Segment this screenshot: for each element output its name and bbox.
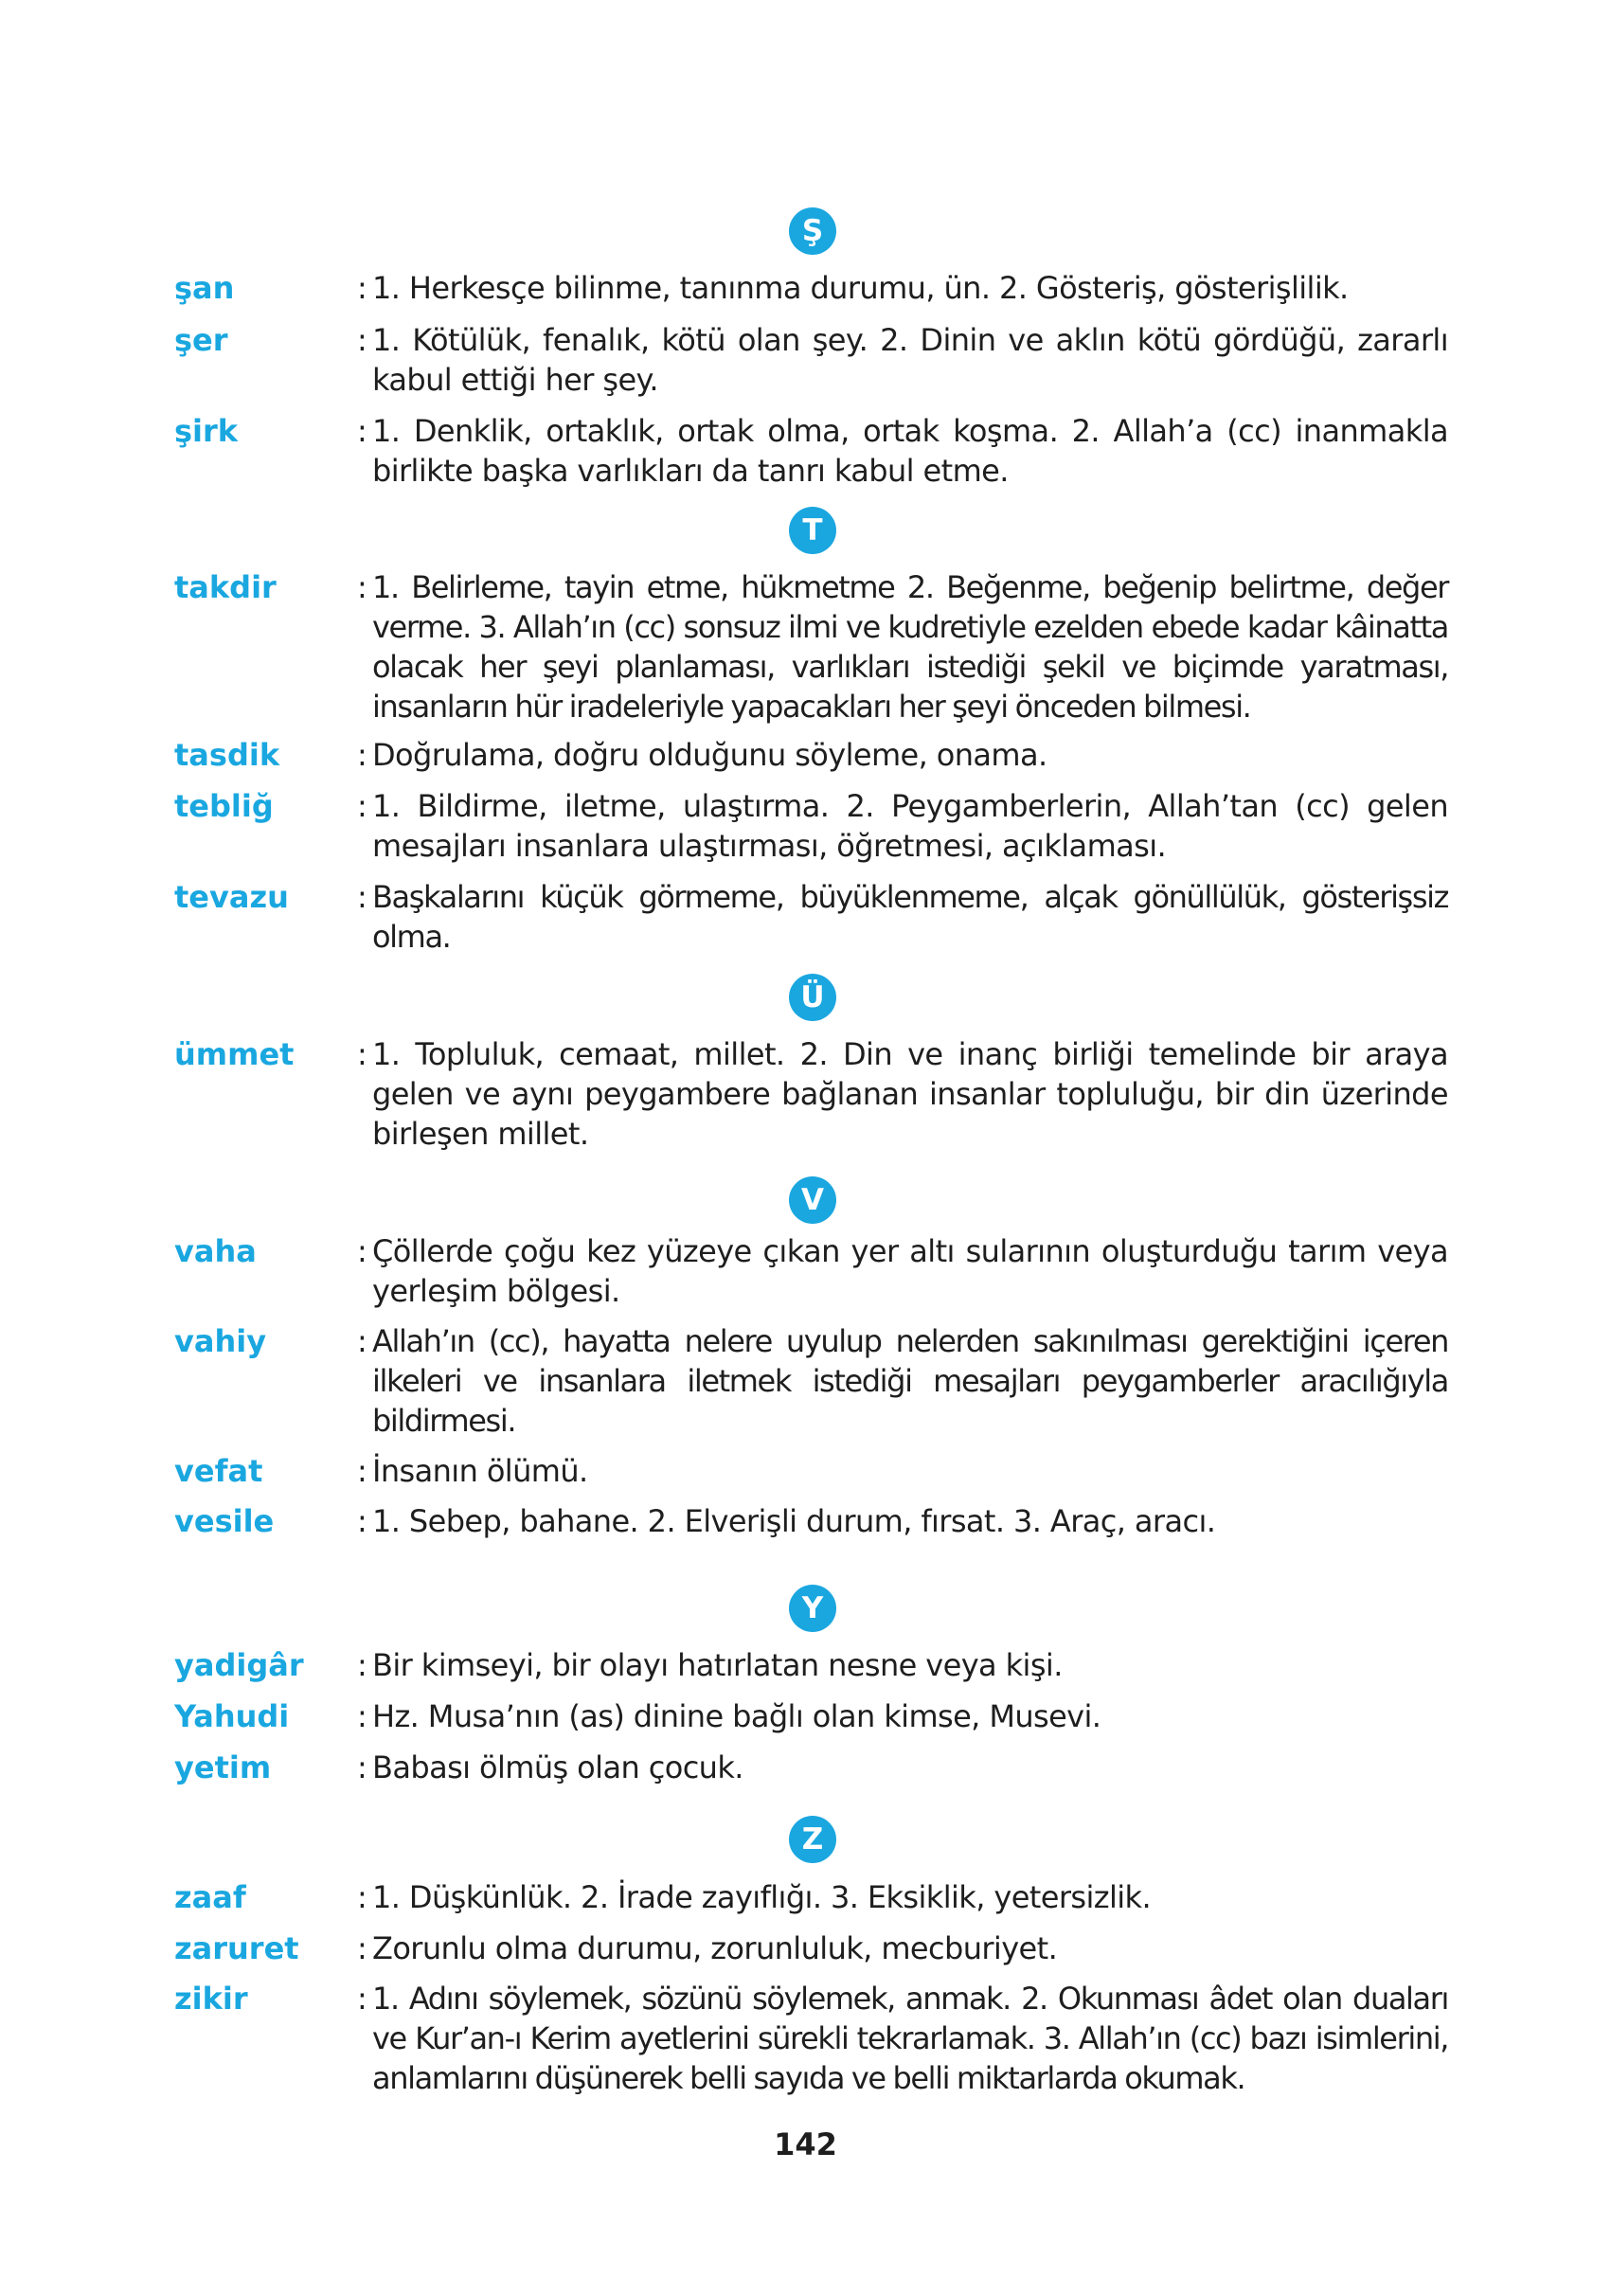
- term-separator: :: [357, 1453, 367, 1489]
- term-separator: :: [357, 1749, 367, 1785]
- term-separator: :: [357, 322, 367, 358]
- term-san: şan: [174, 270, 235, 306]
- definition-ummet: 1. Topluluk, cemaat, millet. 2. Din ve inanç birliği temelinde bir araya gelen ve aynı peygambere bağlanan insanlar topluluğu, bir din üzerinde birleşen millet.: [372, 1036, 1448, 1152]
- term-zaruret: zaruret: [174, 1930, 299, 1966]
- definition-yetim: Babası ölmüş olan çocuk.: [372, 1749, 743, 1785]
- definition-zaaf: 1. Düşkünlük. 2. İrade zayıflığı. 3. Eksiklik, yetersizlik.: [372, 1879, 1152, 1915]
- term-separator: :: [357, 569, 367, 605]
- term-sirk: şirk: [174, 413, 239, 449]
- term-separator: :: [357, 1323, 367, 1359]
- definition-vesile: 1. Sebep, bahane. 2. Elverişli durum, fırsat. 3. Araç, aracı.: [372, 1503, 1216, 1539]
- definition-vefat: İnsanın ölümü.: [372, 1453, 588, 1489]
- term-vaha: vaha: [174, 1233, 257, 1269]
- term-vefat: vefat: [174, 1453, 263, 1489]
- definition-ser: 1. Kötülük, fenalık, kötü olan şey. 2. Dinin ve aklın kötü gördüğü, zararlı kabul ettiği her şey.: [372, 322, 1448, 398]
- term-separator: :: [357, 788, 367, 824]
- term-yahudi: Yahudi: [174, 1698, 290, 1734]
- term-zaaf: zaaf: [174, 1879, 246, 1915]
- term-ser: şer: [174, 322, 228, 358]
- definition-yadigar: Bir kimseyi, bir olayı hatırlatan nesne veya kişi.: [372, 1647, 1063, 1683]
- term-separator: :: [357, 413, 367, 449]
- definition-tevazu: Başkalarını küçük görmeme, büyüklenmeme, alçak gönüllülük, gösterişsiz olma.: [372, 879, 1448, 955]
- term-ummet: ümmet: [174, 1036, 295, 1072]
- term-separator: :: [357, 1647, 367, 1683]
- section-letter-t: T: [789, 507, 836, 554]
- definition-teblig: 1. Bildirme, iletme, ulaştırma. 2. Peygamberlerin, Allah’tan (cc) gelen mesajları insanlara ulaştırması, öğretmesi, açıklaması.: [372, 788, 1448, 864]
- term-separator: :: [357, 737, 367, 773]
- section-letter-u: Ü: [789, 974, 836, 1021]
- definition-vahiy: Allah’ın (cc), hayatta nelere uyulup nelerden sakınılması gerektiğini içeren ilkeleri ve insanlara iletmek istediği mesajları peygamberler aracılığıyla bildirmesi.: [372, 1323, 1448, 1439]
- definition-zikir: 1. Adını söylemek, sözünü söylemek, anmak. 2. Okunması âdet olan duaları ve Kur’an-ı Kerim ayetlerini sürekli tekrarlamak. 3. Allah’ın (cc) bazı isimlerini, anlamlarını düşünerek belli sayıda ve belli miktarlarda okumak.: [372, 1981, 1448, 2096]
- section-letter-s: Ş: [789, 207, 836, 255]
- definition-yahudi: Hz. Musa’nın (as) dinine bağlı olan kimse, Musevi.: [372, 1698, 1101, 1734]
- term-vesile: vesile: [174, 1503, 275, 1539]
- term-separator: :: [357, 1036, 367, 1072]
- term-zikir: zikir: [174, 1981, 248, 2017]
- term-yetim: yetim: [174, 1749, 272, 1785]
- term-separator: :: [357, 1930, 367, 1966]
- term-separator: :: [357, 1503, 367, 1539]
- section-letter-z: Z: [789, 1816, 836, 1863]
- definition-vaha: Çöllerde çoğu kez yüzeye çıkan yer altı sularının oluşturduğu tarım veya yerleşim bölgesi.: [372, 1233, 1448, 1309]
- term-separator: :: [357, 1879, 367, 1915]
- definition-tasdik: Doğrulama, doğru olduğunu söyleme, onama.: [372, 737, 1047, 773]
- term-yadigar: yadigâr: [174, 1647, 304, 1683]
- term-vahiy: vahiy: [174, 1323, 267, 1359]
- term-separator: :: [357, 879, 367, 915]
- page-number: 142: [774, 2126, 837, 2162]
- definition-zaruret: Zorunlu olma durumu, zorunluluk, mecburiyet.: [372, 1930, 1058, 1966]
- term-separator: :: [357, 1981, 367, 2017]
- term-takdir: takdir: [174, 569, 277, 605]
- term-tasdik: tasdik: [174, 737, 280, 773]
- term-separator: :: [357, 1698, 367, 1734]
- term-teblig: tebliğ: [174, 788, 274, 824]
- definition-sirk: 1. Denklik, ortaklık, ortak olma, ortak koşma. 2. Allah’a (cc) inanmakla birlikte başka varlıkları da tanrı kabul etme.: [372, 413, 1448, 489]
- section-letter-y: Y: [789, 1585, 836, 1632]
- definition-takdir: 1. Belirleme, tayin etme, hükmetme 2. Beğenme, beğenip belirtme, değer verme. 3. Allah’ın (cc) sonsuz ilmi ve kudretiyle ezelden ebede kadar kâinatta olacak her şeyi planlaması, varlıkları istediği şekil ve biçimde yaratması, insanların hür iradeleriyle yapacakları her şeyi önceden bilmesi.: [372, 569, 1448, 725]
- definition-san: 1. Herkesçe bilinme, tanınma durumu, ün. 2. Gösteriş, gösterişlilik.: [372, 270, 1349, 306]
- term-tevazu: tevazu: [174, 879, 289, 915]
- term-separator: :: [357, 1233, 367, 1269]
- section-letter-v: V: [789, 1176, 836, 1224]
- term-separator: :: [357, 270, 367, 306]
